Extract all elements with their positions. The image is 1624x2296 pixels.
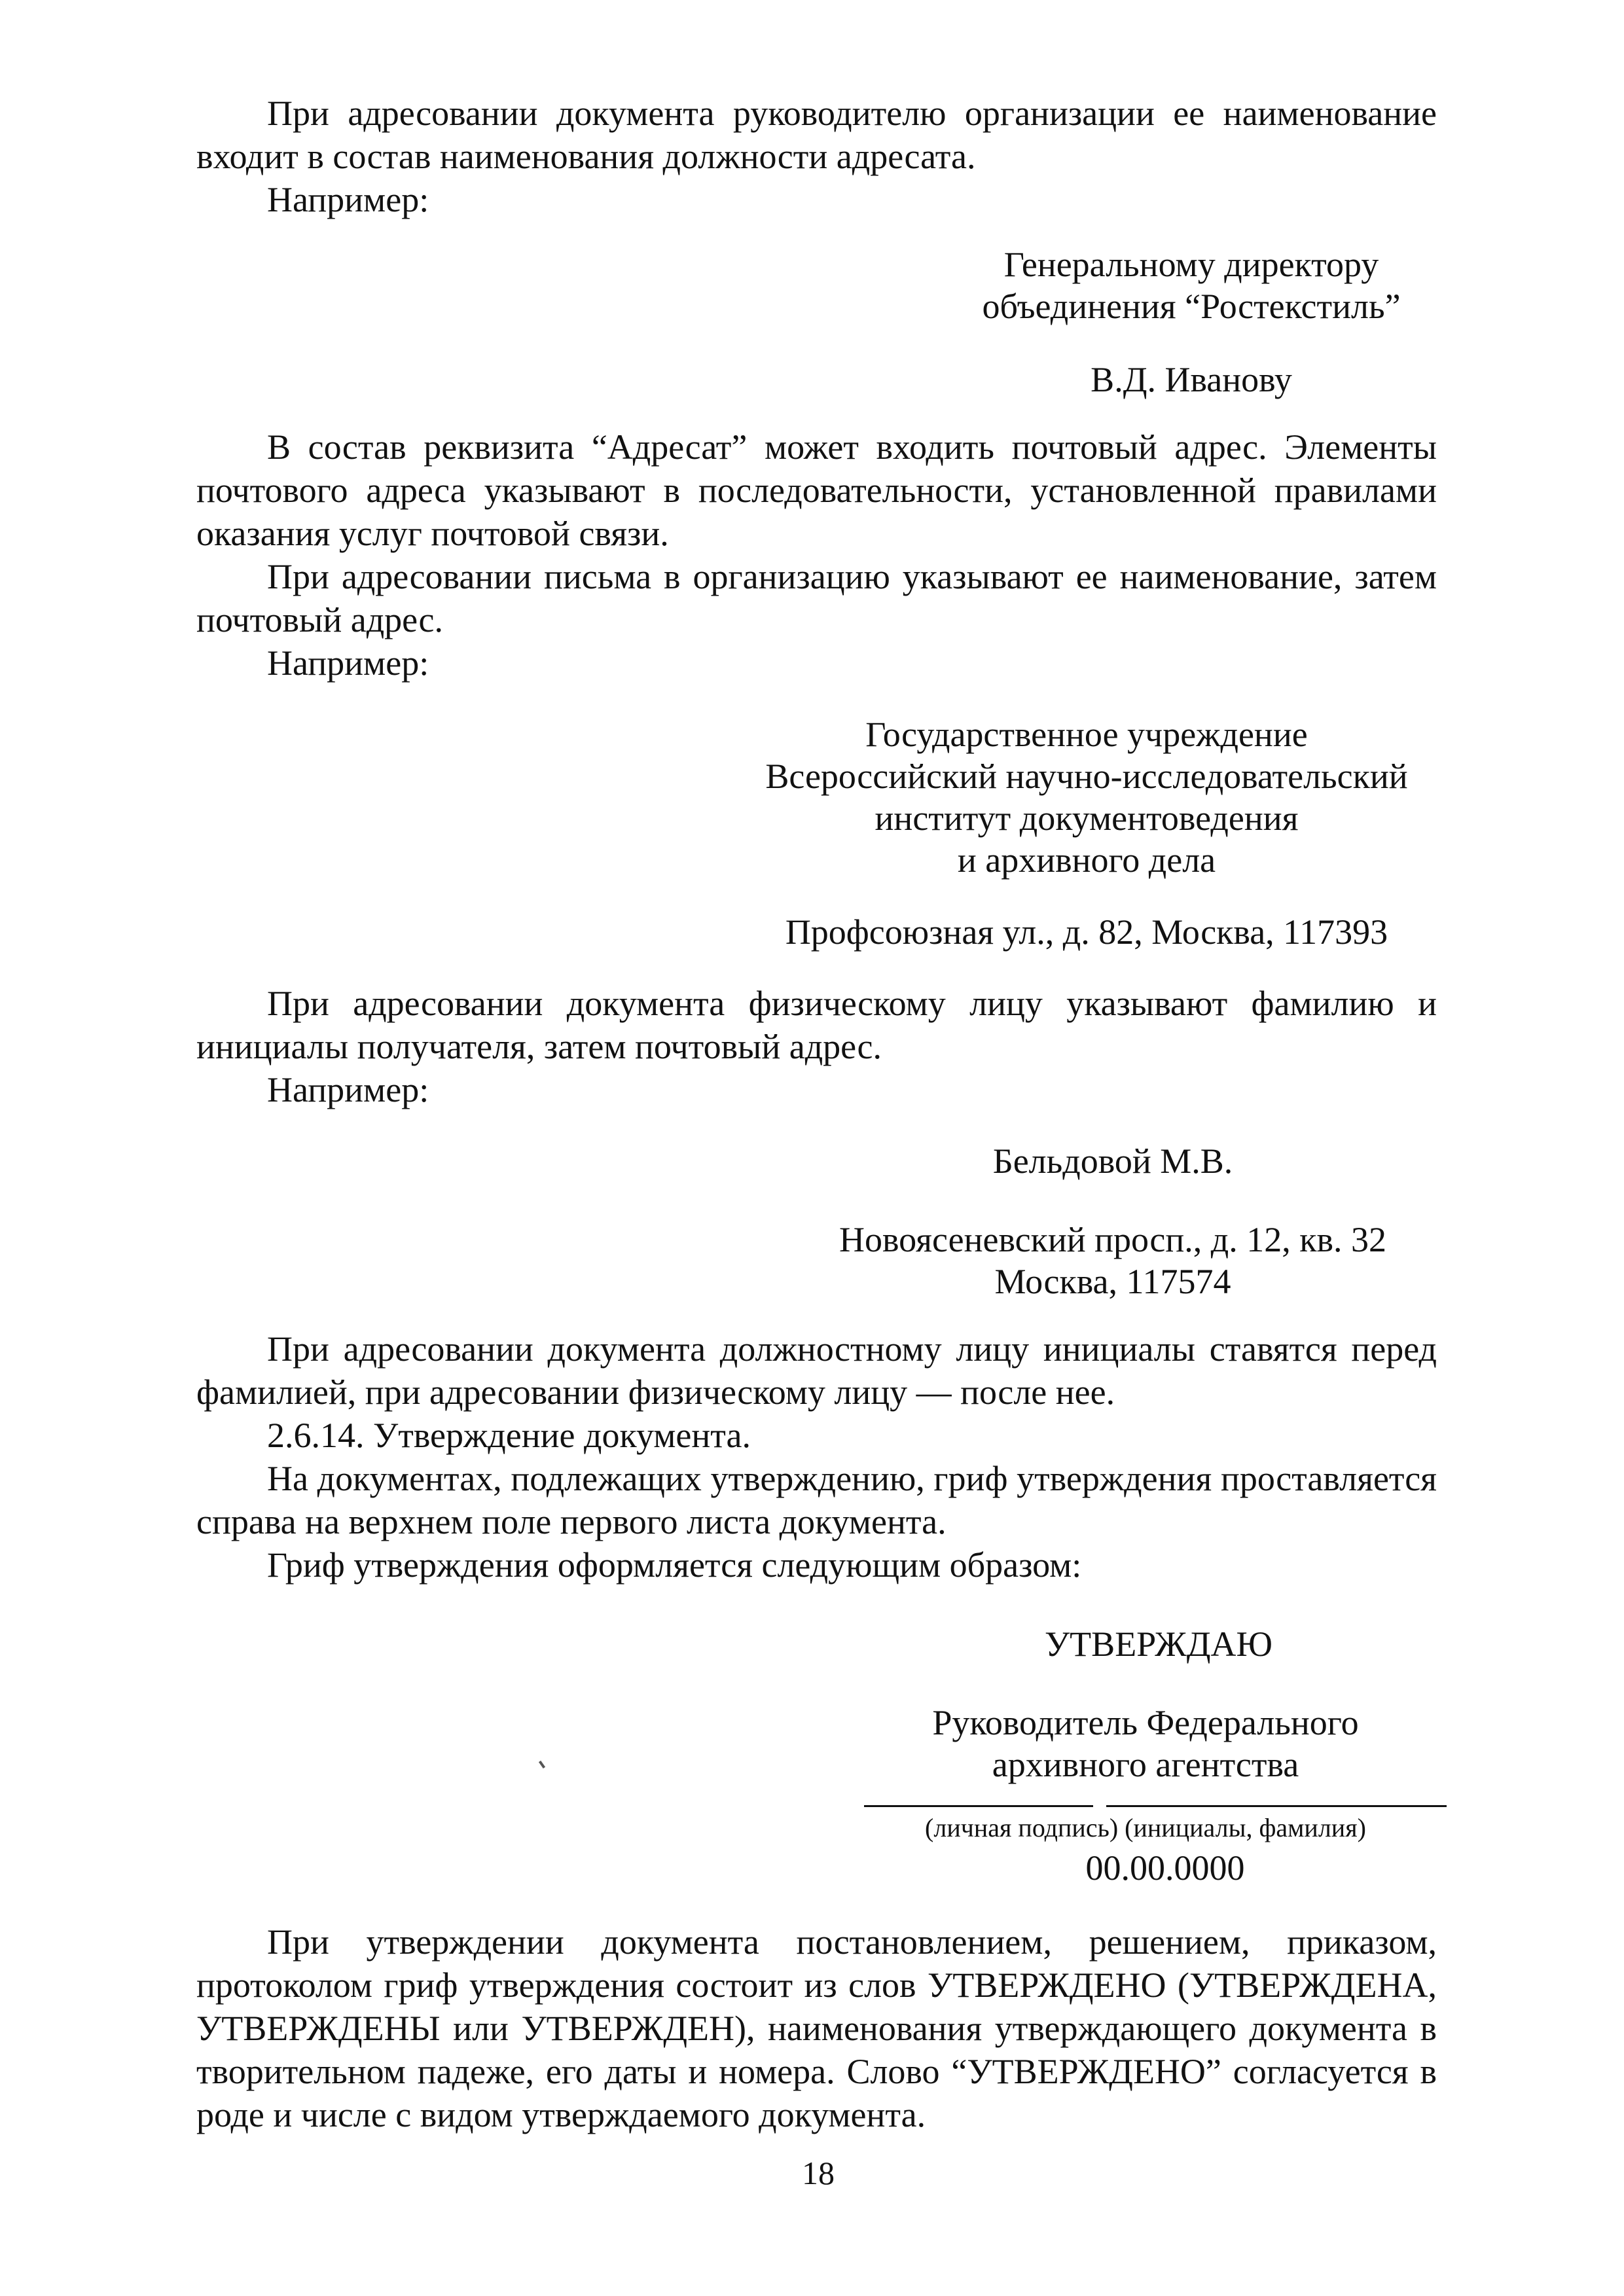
position-line: архивного агентства (992, 1745, 1299, 1784)
addressee-line: Всероссийский научно-исследовательский (765, 757, 1408, 796)
paragraph-initials: При адресовании документа должностному лицу инициалы ставятся перед фамилией, при адресовании физическому лицу — после нее. (196, 1329, 1437, 1412)
individual-address-block (772, 1219, 1453, 1302)
signature-captions (851, 1812, 1440, 1844)
addressee-line: институт документоведения (875, 798, 1299, 838)
addressee-block-head (903, 243, 1479, 327)
paragraph-individual: При адресовании документа физическому лицу указывают фамилию и инициалы получателя, затем почтовый адрес. (196, 984, 1437, 1066)
addressee-name: В.Д. Иванову (1091, 360, 1292, 399)
addressee-line: Генеральному директору (1003, 245, 1379, 284)
approval-date: 00.00.0000 (1085, 1848, 1245, 1888)
addressee-line: и архивного дела (957, 840, 1216, 880)
individual-name: Бельдовой М.В. (992, 1141, 1233, 1181)
name-caption: (инициалы, фамилия) (1125, 1813, 1366, 1842)
approval-position (851, 1702, 1440, 1785)
address-line: Новоясеневский просп., д. 12, кв. 32 (839, 1220, 1386, 1259)
approval-title: УТВЕРЖДАЮ (1044, 1624, 1273, 1664)
address-line: Москва, 117574 (994, 1262, 1231, 1301)
paragraph-postal-address: В состав реквизита “Адресат” может входить почтовый адрес. Элементы почтового адреса указывают в последовательности, установленной правилами оказания услуг почтовой связи. (196, 427, 1437, 553)
addressee-block-organization (694, 713, 1479, 881)
scan-speck (539, 1761, 545, 1768)
position-line: Руководитель Федерального (932, 1703, 1359, 1742)
paragraph-approval-decree: При утверждении документа постановлением, решением, приказом, протоколом гриф утверждения состоит из слов УТВЕРЖДЕНО (УТВЕРЖДЕНА, УТВЕРЖДЕНЫ или УТВЕРЖДЕН), наименования утверждающего документа в творительном падеже, его даты и номера. Слово “УТВЕРЖДЕНО” согласуется в роде и числе с видом утверждаемого документа. (196, 1922, 1437, 2134)
example-label: Например: (267, 180, 429, 219)
name-line (1106, 1805, 1447, 1807)
paragraph-addressing-head: При адресовании документа руководителю организации ее наименование входит в состав наименования должности адресата. (196, 94, 1437, 176)
page-number: 18 (802, 2155, 835, 2191)
paragraph-approval-format: Гриф утверждения оформляется следующим образом: (267, 1545, 1082, 1585)
example-label: Например: (267, 643, 429, 683)
organization-address: Профсоюзная ул., д. 82, Москва, 117393 (785, 912, 1388, 952)
signature-line (864, 1805, 1093, 1807)
section-heading: 2.6.14. Утверждение документа. (267, 1416, 751, 1455)
example-label: Например: (267, 1070, 429, 1109)
paragraph-organization: При адресовании письма в организацию указывают ее наименование, затем почтовый адрес. (196, 557, 1437, 639)
addressee-line: объединения “Ростекстиль” (982, 287, 1401, 326)
paragraph-approval-placement: На документах, подлежащих утверждению, гриф утверждения проставляется справа на верхнем поле первого листа документа. (196, 1459, 1437, 1541)
signature-caption: (личная подпись) (925, 1813, 1119, 1842)
addressee-line: Государственное учреждение (865, 715, 1308, 754)
